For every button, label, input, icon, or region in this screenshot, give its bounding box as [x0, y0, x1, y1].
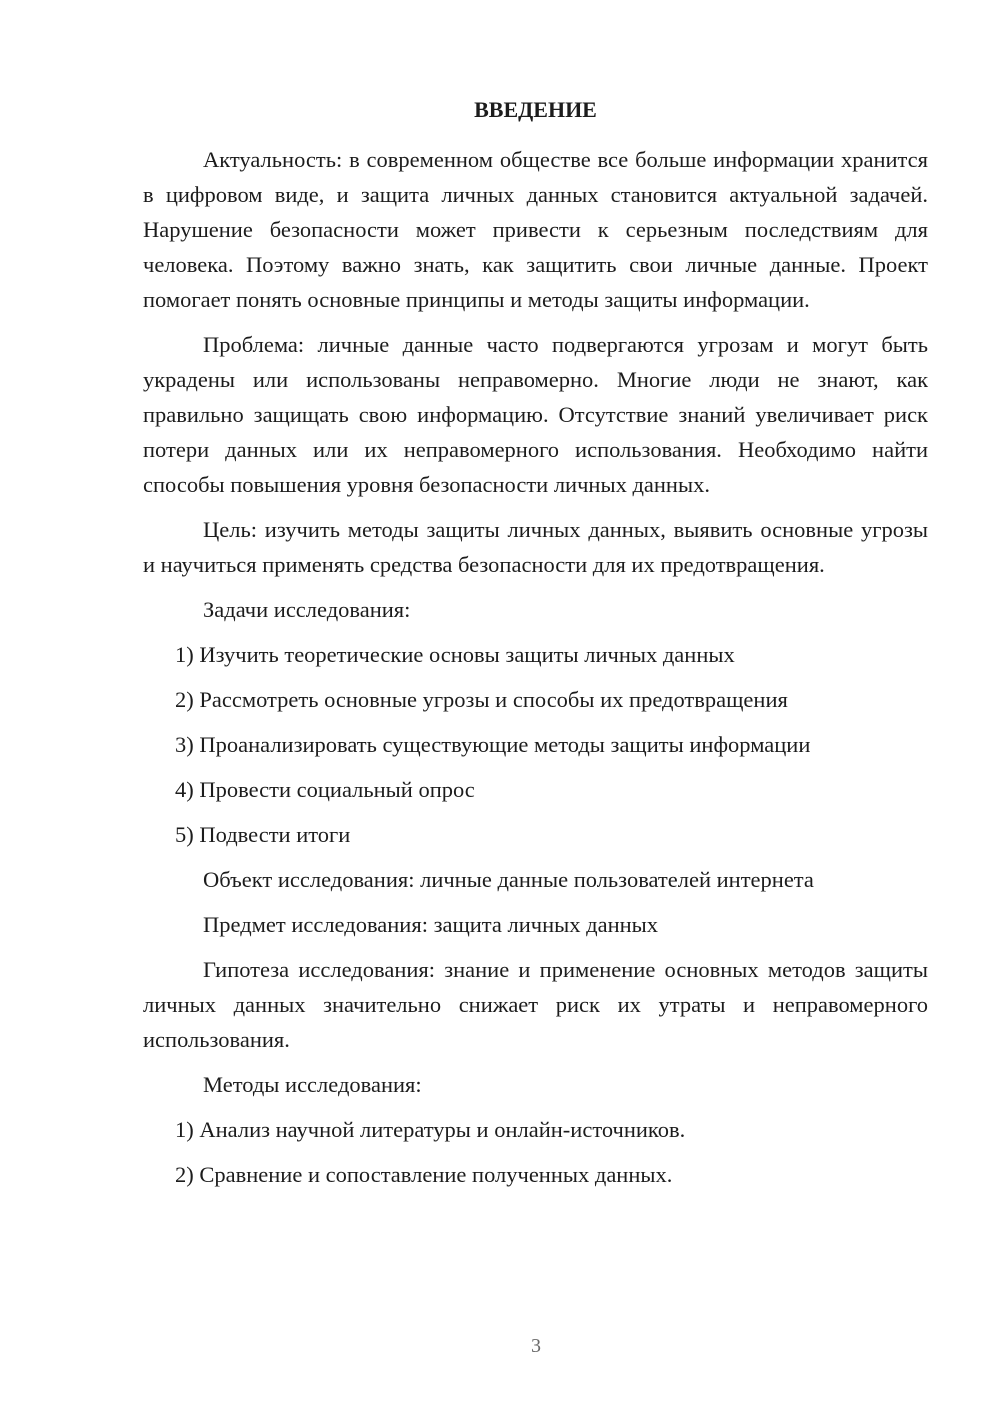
page-body [143, 92, 928, 1202]
method-item: 1) Анализ научной литературы и онлайн-источников. [175, 1117, 686, 1142]
task-item: 3) Проанализировать существующие методы защиты информации [175, 732, 811, 757]
problem-paragraph: Проблема: личные данные часто подвергаются угрозам и могут быть украдены или использованы неправомерно. Многие люди не знают, как правильно защищать свою информацию. Отсутствие знаний увеличивает риск потери данных или их неправомерного использования. Необходимо найти способы повышения уровня безопасности личных данных. [143, 332, 928, 497]
object-line: Объект исследования: личные данные пользователей интернета [203, 867, 814, 892]
page-number: 3 [531, 1335, 541, 1357]
tasks-list [143, 637, 928, 852]
task-item: 2) Рассмотреть основные угрозы и способы их предотвращения [175, 687, 788, 712]
tasks-heading: Задачи исследования: [203, 597, 411, 622]
section-title: ВВЕДЕНИЕ [474, 97, 597, 122]
hypothesis-paragraph: Гипотеза исследования: знание и применение основных методов защиты личных данных значительно снижает риск их утраты и неправомерного использования. [143, 957, 928, 1052]
method-item: 2) Сравнение и сопоставление полученных данных. [175, 1162, 673, 1187]
task-item: 1) Изучить теоретические основы защиты личных данных [175, 642, 735, 667]
task-item: 5) Подвести итоги [175, 822, 351, 847]
methods-heading: Методы исследования: [203, 1072, 422, 1097]
goal-paragraph: Цель: изучить методы защиты личных данных, выявить основные угрозы и научиться применять средства безопасности для их предотвращения. [143, 517, 928, 577]
task-item: 4) Провести социальный опрос [175, 777, 475, 802]
subject-line: Предмет исследования: защита личных данных [203, 912, 659, 937]
methods-list [143, 1112, 928, 1192]
relevance-paragraph: Актуальность: в современном обществе все больше информации хранится в цифровом виде, и защита личных данных становится актуальной задачей. Нарушение безопасности может привести к серьезным последствиям для человека. Поэтому важно знать, как защитить свои личные данные. Проект помогает понять основные принципы и методы защиты информации. [143, 147, 928, 312]
